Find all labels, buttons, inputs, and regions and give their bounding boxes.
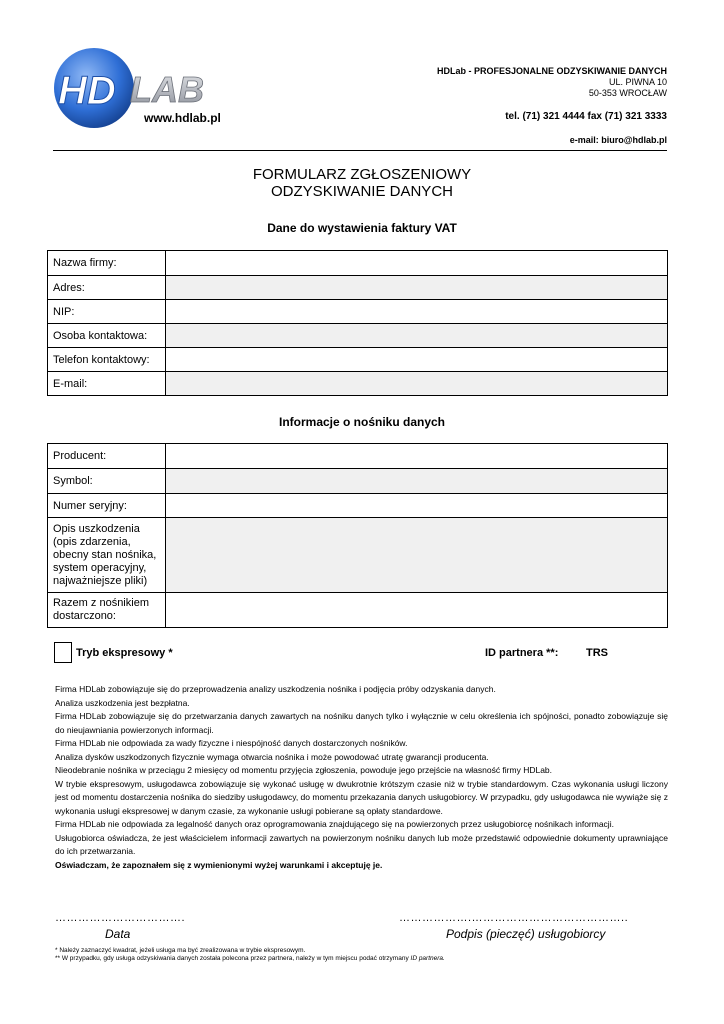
terms-paragraph: Firma HDLab zobowiązuje się do przetwarzania danych zawartych na nośniku danych tylko i wyłącznie w celu określenia ich spójności, ponadto zobowiązuje się do nieujawniania powierzonych informacji. — [55, 711, 668, 735]
damage-description-input[interactable] — [166, 518, 668, 593]
footnote-partner — [55, 955, 445, 963]
company-city: 50-353 WROCŁAW — [588, 88, 667, 98]
terms-paragraph: Analiza uszkodzenia jest bezpłatna. — [55, 697, 190, 708]
terms-paragraph: Analiza dysków uszkodzonych fizycznie wymaga otwarcia nośnika i może powodować utratę gwarancji producenta. — [55, 751, 489, 762]
svg-text:HD: HD — [58, 69, 116, 113]
terms-paragraph: Firma HDLab zobowiązuje się do przeprowadzenia analizy uszkodzenia nośnika i podjęcia próby odzyskania danych. — [55, 684, 496, 694]
form-title — [0, 166, 724, 200]
nip-input[interactable] — [166, 300, 668, 324]
form-title-line1: FORMULARZ ZGŁOSZENIOWY — [252, 166, 472, 183]
serial-number-input[interactable] — [166, 494, 668, 518]
contact-phone-input[interactable] — [166, 348, 668, 372]
symbol-input[interactable] — [166, 469, 668, 494]
invoice-table — [47, 250, 668, 396]
partner-id-label: ID partnera **: — [485, 647, 559, 659]
delivered-label — [48, 593, 166, 628]
date-line[interactable]: ……………………………. — [55, 912, 186, 924]
footnotes — [55, 947, 445, 963]
invoice-heading: Dane do wystawienia faktury VAT — [267, 221, 457, 235]
media-heading: Informacje o nośniku danych — [278, 415, 446, 429]
terms-paragraph: W trybie ekspresowym, usługodawca zobowiązuje się wykonać usługę w dwukrotnie krótszym czasie niż w trybie standardowym. Czas wykonania usługi liczony jest od momentu dostarczenia nośnika do siedziby usługodawcy, do momentu przekazania danych usługobiorcy. W przypadku, gdy usługodawca nie wywiąże się z wykonania usługi ekspresowej w danym czasie, za wykonanie usługi pobierane są opłaty standardowe. — [55, 778, 668, 816]
terms-text — [55, 683, 668, 872]
footnote-express: * Należy zaznaczyć kwadrat, jeżeli usługa ma być zrealizowana w trybie ekspresowym. — [55, 947, 306, 954]
signature-label: Podpis (pieczęć) usługobiorcy — [446, 927, 606, 941]
field-label: Producent: — [48, 444, 166, 469]
field-label: E-mail: — [48, 372, 166, 396]
company-street: UL. PIWNA 10 — [608, 77, 667, 87]
damage-label — [48, 518, 166, 593]
website-link[interactable]: www.hdlab.pl — [144, 111, 221, 125]
header-divider — [53, 150, 667, 151]
damage-label-line: najważniejsze pliki) — [53, 574, 148, 587]
declaration: Oświadczam, że zapoznałem się z wymienionymi wyżej warunkami i akceptuję je. — [55, 859, 383, 870]
contact-person-input[interactable] — [166, 324, 668, 348]
date-label: Data — [105, 927, 131, 941]
email-input[interactable] — [166, 372, 668, 396]
terms-paragraph: Firma HDLab nie odpowiada za wady fizyczne i niespójność danych dostarczonych nośników. — [55, 738, 408, 748]
damage-label-line: Opis uszkodzenia — [53, 522, 140, 535]
partner-id-value: TRS — [586, 647, 608, 659]
field-label: Osoba kontaktowa: — [48, 324, 166, 348]
field-label: NIP: — [48, 300, 166, 324]
delivered-label-line: dostarczono: — [53, 610, 116, 622]
delivered-items-input[interactable] — [166, 593, 668, 628]
damage-label-line: obecny stan nośnika, — [53, 548, 157, 561]
damage-label-line: (opis zdarzenia, — [53, 535, 131, 548]
delivered-label-line: Razem z nośnikiem — [53, 597, 149, 609]
field-label: Numer seryjny: — [48, 494, 166, 518]
express-mode-label: Tryb ekspresowy * — [76, 647, 173, 659]
field-label: Adres: — [48, 276, 166, 300]
footnote-partner-italic: ID partnera. — [410, 955, 445, 962]
company-phones: tel. (71) 321 4444 fax (71) 321 3333 — [505, 111, 667, 122]
footnote-partner-text: ** W przypadku, gdy usługa odzyskiwania danych została polecona przez partnera, należy w tym miejscu podać otrzymany — [55, 955, 409, 962]
company-name: HDLab - PROFESJONALNE ODZYSKIWANIE DANYCH — [436, 66, 667, 76]
media-table — [47, 443, 668, 628]
terms-paragraph: Firma HDLab nie odpowiada za legalność danych oraz oprogramowania znajdującego się na powierzonych przez usługobiorcę nośnikach informacji. — [55, 819, 614, 829]
signature-line[interactable]: ……………….………………………………….. — [399, 912, 629, 924]
company-name-input[interactable] — [166, 251, 668, 276]
field-label: Telefon kontaktowy: — [48, 348, 166, 372]
express-mode-checkbox[interactable] — [54, 642, 72, 663]
company-info — [436, 66, 667, 145]
field-label: Symbol: — [48, 469, 166, 494]
terms-paragraph: Usługobiorca oświadcza, że jest właścicielem informacji zawartych na powierzonym nośniku danych lub może przedstawić odpowiednie dokumenty uprawniające do ich przetwarzania. — [55, 832, 668, 856]
company-email[interactable]: e-mail: biuro@hdlab.pl — [569, 135, 667, 145]
form-title-line2: ODZYSKIWANIE DANYCH — [271, 183, 453, 200]
damage-label-line: system operacyjny, — [53, 561, 147, 574]
producer-input[interactable] — [166, 444, 668, 469]
svg-text:LAB: LAB — [130, 69, 204, 110]
field-label: Nazwa firmy: — [48, 251, 166, 276]
terms-paragraph: Nieodebranie nośnika w przeciągu 2 miesięcy od momentu przyjęcia zgłoszenia, powoduje jego przejście na własność firmy HDLab. — [55, 765, 553, 775]
address-input[interactable] — [166, 276, 668, 300]
